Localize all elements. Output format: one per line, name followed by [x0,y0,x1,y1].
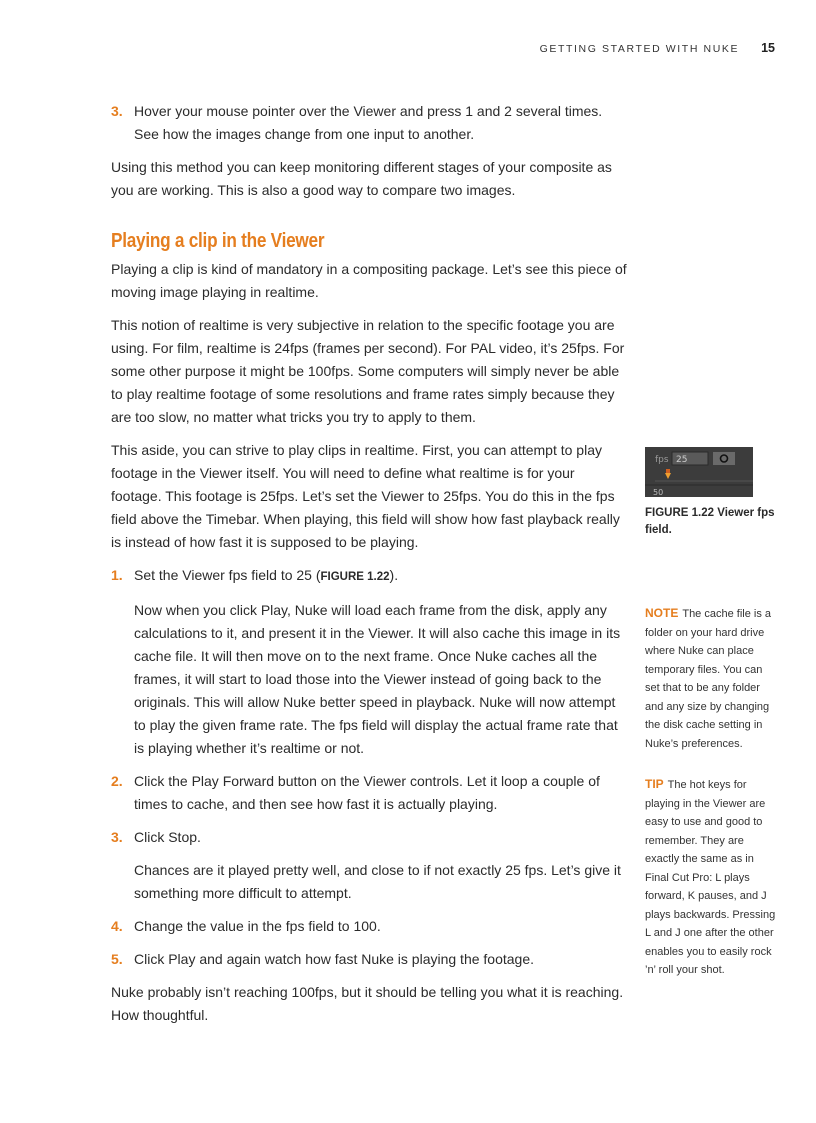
step-text: Click Stop. [134,829,201,845]
cursor-icon-top [666,469,670,473]
step-4 [111,915,627,938]
step-1-detail: Now when you click Play, Nuke will load each frame from the disk, apply any calculations to it, and present it in the Viewer. It will also cache this image in its cache file. It will then move on to the next frame. Once Nuke caches all the frames, it will start to load those into the Viewer instead of going back to the originals. This will allow Nuke better speed in playback. Nuke will now attempt to play the given frame rate. The fps field will display the actual frame rate that is playing whether it’s realtime or not. [134,602,621,756]
step-number: 5. [111,951,123,967]
step-number: 4. [111,918,123,934]
figure-image [645,447,753,497]
section-heading: Playing a clip in the Viewer [111,230,325,252]
figure-viewer-fps-field [645,447,753,497]
running-header [540,41,775,55]
fps-label: fps [655,455,669,465]
step-text-end: ). [389,567,399,583]
step-3 [111,826,627,849]
running-title: GETTING STARTED WITH NUKE [539,43,740,55]
paragraph: This notion of realtime is very subjective in relation to the specific footage you are using. For film, realtime is 24fps (frames per second). For PAL video, it’s 25fps. For some other purpose it might be 100fps. Some computers will simply never be able to play realtime footage of some resolutions and frame rates simply because they are too slow, no matter what tricks you try to apply to them. [111,317,625,425]
sidebar-note [645,604,777,753]
figure-reference: FIGURE 1.22 [320,571,390,583]
step-text: Hover your mouse pointer over the Viewer and press 1 and 2 several times. See how the images change from one input to another. [134,103,603,142]
paragraph: Nuke probably isn’t reaching 100fps, but it should be telling you what it is reaching. How thoughtful. [111,984,624,1023]
figure-caption [645,505,775,539]
main-column [111,100,627,1037]
step-3-intro [111,100,627,146]
step-number: 3. [111,829,123,845]
frame-number: 50 [653,488,664,497]
step-text: Set the Viewer fps field to 25 ( [134,567,321,583]
figure-caption-label: FIGURE 1.22 [645,507,715,519]
step-1 [111,564,627,589]
step-number: 3. [111,103,123,119]
step-text: Click Play and again watch how fast Nuke is playing the footage. [134,951,535,967]
step-number: 1. [111,567,123,583]
tip-label: TIP [645,777,664,791]
paragraph: Playing a clip is kind of mandatory in a compositing package. Let’s see this piece of moving image playing in realtime. [111,261,627,300]
step-number: 2. [111,773,123,789]
step-text: Click the Play Forward button on the Viewer controls. Let it loop a couple of times to cache, and then see how fast it is actually playing. [134,773,600,812]
paragraph: This aside, you can strive to play clips in realtime. First, you can attempt to play footage in the Viewer itself. You will need to define what realtime is for your footage. This footage is 25fps. Let’s set the Viewer to 25fps. You do this in the fps field above the Timebar. When playing, this field will show how fast playback really is instead of how fast it is supposed to be playing. [111,442,620,550]
step-5 [111,948,627,971]
step-2 [111,770,627,816]
figure-caption-text: Viewer fps field. [645,507,775,536]
note-label: NOTE [645,606,679,620]
loop-button[interactable] [713,452,735,465]
step-3-detail: Chances are it played pretty well, and close to if not exactly 25 fps. Let’s give it something more difficult to attempt. [134,862,621,901]
paragraph: Using this method you can keep monitoring different stages of your composite as you are working. This is also a good way to compare two images. [111,159,612,198]
step-text: Change the value in the fps field to 100. [134,918,381,934]
fps-value: 25 [676,455,688,465]
page-number: 15 [761,41,775,55]
sidebar-tip [645,775,777,980]
tip-text: The hot keys for playing in the Viewer are easy to use and good to remember. They are exactly the same as in Final Cut Pro: L plays forward, K pauses, and J plays backwards. Pressing L and J one after the other enables you to easily rock ’n’ roll your shot. [645,779,776,976]
note-text: The cache file is a folder on your hard drive where Nuke can place temporary files. You can set that to be any folder and any size by changing the disk cache setting in Nuke’s preferences. [645,608,771,750]
